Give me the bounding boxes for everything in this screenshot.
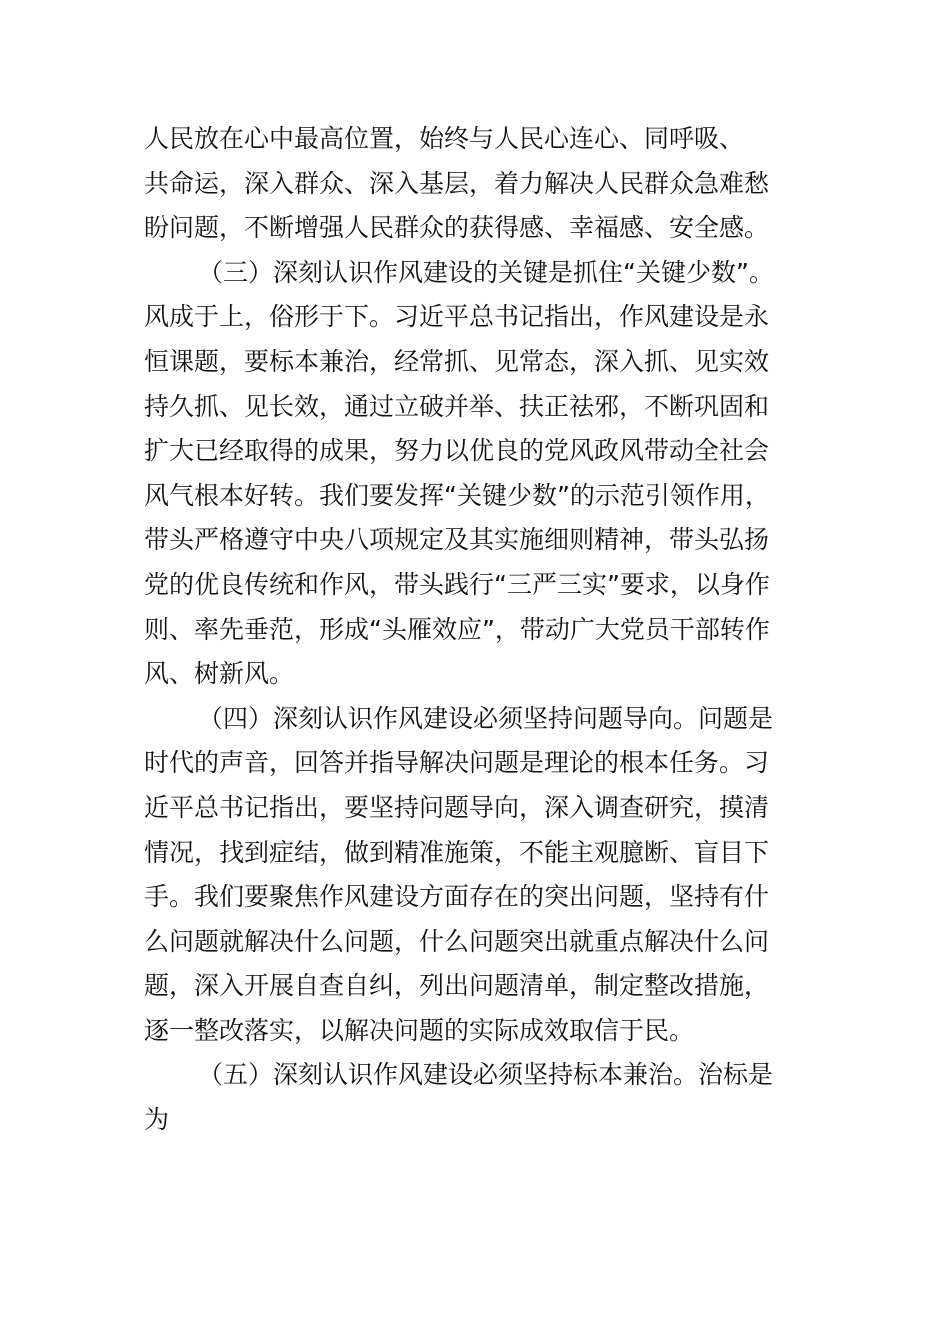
text-line: 持久抓、见长效，通过立破并举、扶正祛邪，不断巩固和: [144, 391, 770, 421]
text-line: 扩大已经取得的成果，努力以优良的党风政风带动全社会: [144, 436, 770, 466]
text-line: 逐一整改落实，以解决问题的实际成效取信于民。: [144, 1015, 695, 1045]
text-line: 盼问题，不断增强人民群众的获得感、幸福感、安全感。: [144, 213, 770, 243]
text-line: 风成于上，俗形于下。习近平总书记指出，作风建设是永: [144, 302, 770, 332]
text-line: 风、树新风。: [144, 659, 295, 689]
text-line: 党的优良传统和作风，带头践行“三严三实”要求，以身作: [144, 569, 770, 599]
document-body: [144, 117, 814, 1143]
text-line: 风气根本好转。我们要发挥“关键少数”的示范引领作用，: [144, 480, 770, 510]
text-line: 共命运，深入群众、深入基层，着力解决人民群众急难愁: [144, 168, 770, 198]
text-line: 题，深入开展自查自纠，列出问题清单，制定整改措施，: [144, 971, 770, 1001]
text-line: 么问题就解决什么问题，什么问题突出就重点解决什么问: [144, 926, 770, 956]
text-line: 近平总书记指出，要坚持问题导向，深入调查研究，摸清: [144, 792, 770, 822]
section-heading-five: （五）深刻认识作风建设必须坚持标本兼治。治标是: [198, 1060, 774, 1090]
text-line: 时代的声音，回答并指导解决问题是理论的根本任务。习: [144, 748, 770, 778]
text-line: 手。我们要聚焦作风建设方面存在的突出问题，坚持有什: [144, 882, 770, 912]
section-heading-three: （三）深刻认识作风建设的关键是抓住“关键少数”。: [198, 257, 774, 287]
section-heading-four: （四）深刻认识作风建设必须坚持问题导向。问题是: [198, 703, 774, 733]
text-line: 为: [144, 1105, 170, 1135]
text-line: 恒课题，要标本兼治，经常抓、见常态，深入抓、见实效: [144, 346, 770, 376]
text-line: 则、率先垂范，形成“头雁效应”，带动广大党员干部转作: [144, 614, 770, 644]
text-line: 人民放在心中最高位置，始终与人民心连心、同呼吸、: [144, 124, 745, 153]
text-line: 带头严格遵守中央八项规定及其实施细则精神，带头弘扬: [144, 525, 770, 555]
text-line: 情况，找到症结，做到精准施策，不能主观臆断、盲目下: [144, 837, 770, 867]
